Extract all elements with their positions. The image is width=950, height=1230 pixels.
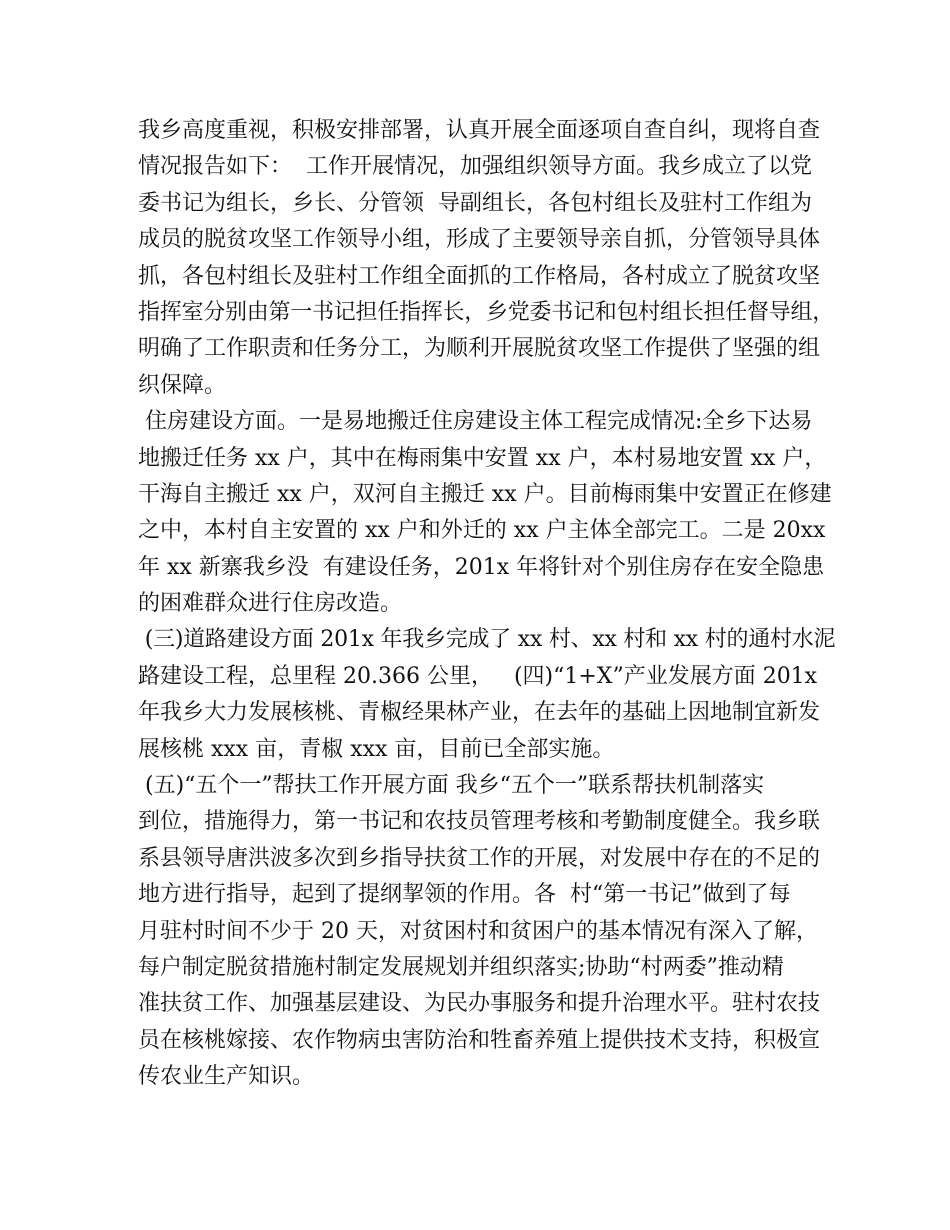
text-line: (五)“五个一”帮扶工作开展方面 我乡“五个一”联系帮扶机制落实 bbox=[138, 773, 765, 799]
text-line: 织保障。 bbox=[138, 372, 227, 398]
text-line: 我乡高度重视，积极安排部署，认真开展全面逐项自查自纠，现将自查 bbox=[138, 118, 821, 143]
text-line: 委书记为组长，乡长、分管领 导副组长，各包村组长及驻村工作组为 bbox=[138, 190, 812, 216]
text-line: (三)道路建设方面 201x 年我乡完成了 xx 村、xx 村和 xx 村的通村水泥 bbox=[138, 627, 836, 653]
text-line: 地方进行指导，起到了提纲挈领的作用。各 村“第一书记”做到了每 bbox=[138, 882, 791, 908]
text-line: 员在核桃嫁接、农作物病虫害防治和牲畜养殖上提供技术支持，积极宣 bbox=[138, 1027, 821, 1053]
text-line: 到位，措施得力，第一书记和农技员管理考核和考勤制度健全。我乡联 bbox=[138, 809, 821, 835]
text-line: 月驻村时间不少于 20 天，对贫困村和贫困户的基本情况有深入了解， bbox=[138, 918, 818, 944]
text-line: 年 xx 新寨我乡没 有建设任务，201x 年将针对个别住房存在安全隐患 bbox=[138, 554, 825, 580]
text-line: 每户制定脱贫措施村制定发展规划并组织落实;协助“村两委”推动精 bbox=[138, 954, 784, 980]
text-line: 抓，各包村组长及驻村工作组全面抓的工作格局，各村成立了脱贫攻坚 bbox=[138, 263, 821, 289]
text-line: 明确了工作职责和任务分工，为顺利开展脱贫攻坚工作提供了坚强的组 bbox=[138, 336, 821, 362]
text-line: 年我乡大力发展核桃、青椒经果林产业，在去年的基础上因地制宜新发 bbox=[138, 700, 821, 726]
text-line: 情况报告如下： 工作开展情况，加强组织领导方面。我乡成立了以党 bbox=[138, 154, 812, 180]
text-line: 之中，本村自主安置的 xx 户和外迁的 xx 户主体全部完工。二是 20xx bbox=[138, 518, 826, 544]
text-line: 干海自主搬迁 xx 户，双河自主搬迁 xx 户。目前梅雨集中安置正在修建 bbox=[138, 481, 832, 507]
text-line: 准扶贫工作、加强基层建设、为民办事服务和提升治理水平。驻村农技 bbox=[138, 991, 821, 1017]
text-line: 展核桃 xxx 亩，青椒 xxx 亩，目前已全部实施。 bbox=[138, 736, 615, 762]
text-line: 路建设工程，总里程 20.366 公里， (四)“1+X”产业发展方面 201x bbox=[138, 663, 818, 689]
text-line: 的困难群众进行住房改造。 bbox=[138, 591, 403, 617]
text-line: 传农业生产知识。 bbox=[138, 1064, 315, 1090]
text-line: 住房建设方面。一是易地搬迁住房建设主体工程完成情况:全乡下达易 bbox=[138, 409, 813, 435]
text-line: 系县领导唐洪波多次到乡指导扶贫工作的开展，对发展中存在的不足的 bbox=[138, 845, 821, 871]
text-line: 成员的脱贫攻坚工作领导小组，形成了主要领导亲自抓，分管领导具体 bbox=[138, 227, 821, 253]
document-body-text bbox=[138, 113, 838, 1096]
text-line: 地搬迁任务 xx 户，其中在梅雨集中安置 xx 户，本村易地安置 xx 户， bbox=[138, 445, 827, 471]
text-line: 指挥室分别由第一书记担任指挥长，乡党委书记和包村组长担任督导组， bbox=[138, 299, 835, 325]
